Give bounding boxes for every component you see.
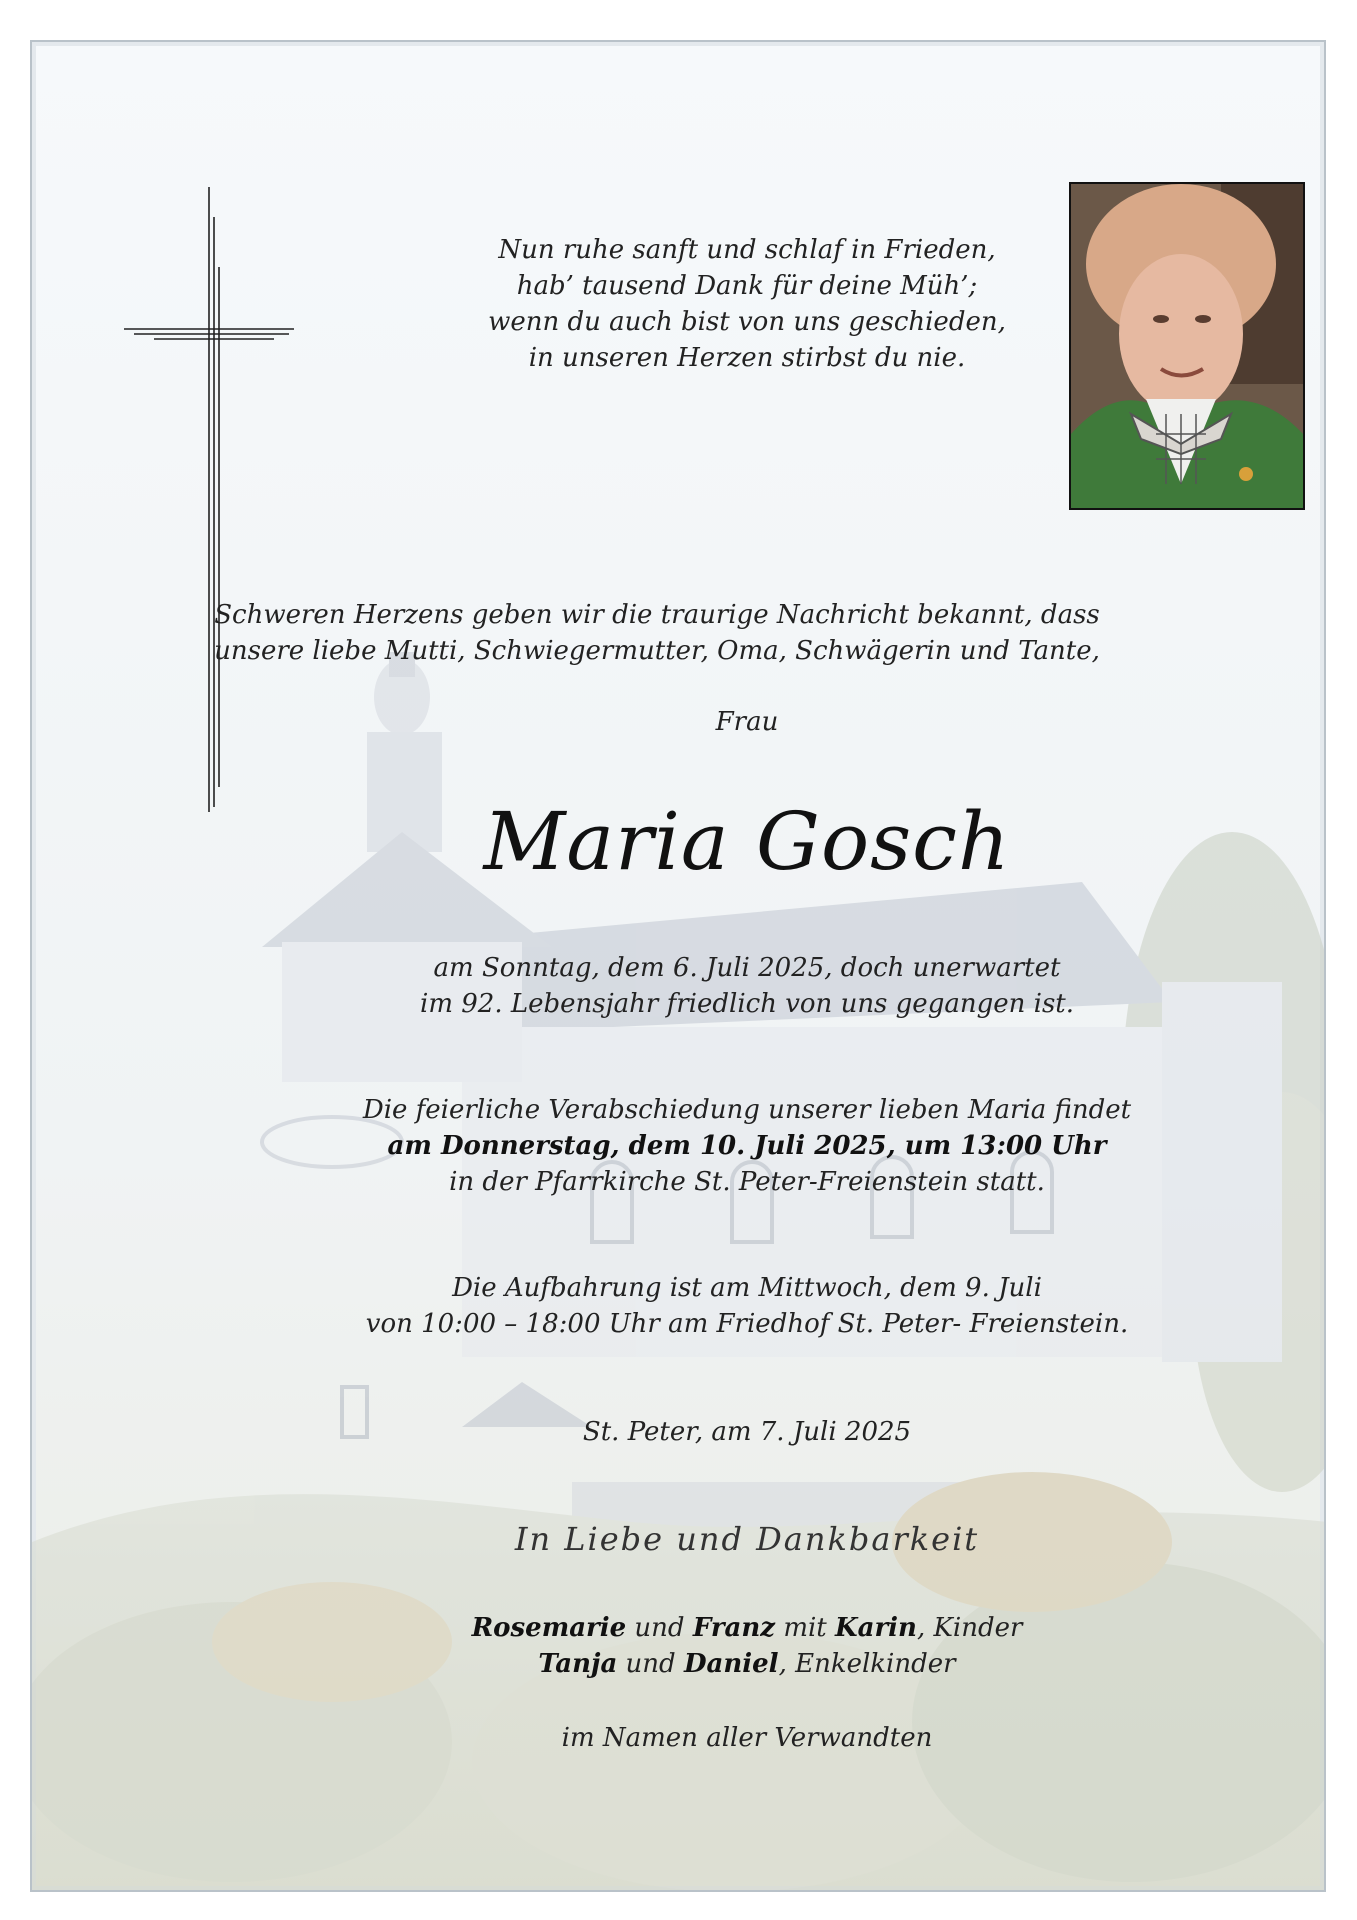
- farewell-date-time: am Donnerstag, dem 10. Juli 2025, um 13:00 Uhr: [387, 1131, 1107, 1161]
- mourner-name: Daniel: [683, 1649, 779, 1679]
- verse-line: in unseren Herzen stirbst du nie.: [528, 343, 966, 373]
- mourner-name: Franz: [692, 1613, 776, 1643]
- mourner-name: Tanja: [538, 1649, 618, 1679]
- farewell-info: [202, 1092, 1292, 1200]
- relatives-note: [202, 1720, 1292, 1756]
- farewell-line: in der Pfarrkirche St. Peter-Freienstein statt.: [449, 1167, 1045, 1197]
- verse-line: Nun ruhe sanft und schlaf in Frieden,: [498, 235, 996, 265]
- place-date-text: St. Peter, am 7. Juli 2025: [582, 1417, 912, 1447]
- connector-text: und: [617, 1649, 684, 1679]
- verse-line: hab’ tausend Dank für deine Müh’;: [516, 271, 978, 301]
- death-info-line: am Sonntag, dem 6. Juli 2025, doch unerwartet: [433, 953, 1061, 983]
- relatives-text: im Namen aller Verwandten: [561, 1723, 933, 1753]
- mourner-name: Rosemarie: [471, 1613, 627, 1643]
- announcement-line: Schweren Herzens geben wir die traurige Nachricht bekannt, dass: [214, 600, 1100, 630]
- role-text: , Kinder: [916, 1613, 1023, 1643]
- death-info: [202, 950, 1292, 1022]
- connector-text: mit: [775, 1613, 836, 1643]
- mourners: [202, 1610, 1292, 1682]
- viewing-line: Die Aufbahrung ist am Mittwoch, dem 9. Juli: [452, 1273, 1042, 1303]
- mourners-row-children: [202, 1610, 1292, 1646]
- announcement: [112, 597, 1202, 669]
- role-text: , Enkelkinder: [778, 1649, 956, 1679]
- deceased-name: Maria Gosch: [483, 795, 1011, 888]
- farewell-line: Die feierliche Verabschiedung unserer lieben Maria findet: [362, 1095, 1132, 1125]
- mourner-name: Karin: [835, 1613, 917, 1643]
- salutation: [202, 704, 1292, 740]
- verse-line: wenn du auch bist von uns geschieden,: [488, 307, 1006, 337]
- place-date: [202, 1414, 1292, 1450]
- connector-text: und: [626, 1613, 693, 1643]
- salutation-text: Frau: [715, 707, 779, 737]
- verse: [202, 232, 1292, 376]
- announcement-line: unsere liebe Mutti, Schwiegermutter, Oma, Schwägerin und Tante,: [214, 636, 1100, 666]
- mourners-row-grandchildren: [202, 1646, 1292, 1682]
- viewing-info: [202, 1270, 1292, 1342]
- closing-phrase: In Liebe und Dankbarkeit: [514, 1520, 980, 1558]
- death-info-line: im 92. Lebensjahr friedlich von uns gegangen ist.: [420, 989, 1074, 1019]
- viewing-line: von 10:00 – 18:00 Uhr am Friedhof St. Peter- Freienstein.: [365, 1309, 1129, 1339]
- obituary-card: [30, 40, 1326, 1892]
